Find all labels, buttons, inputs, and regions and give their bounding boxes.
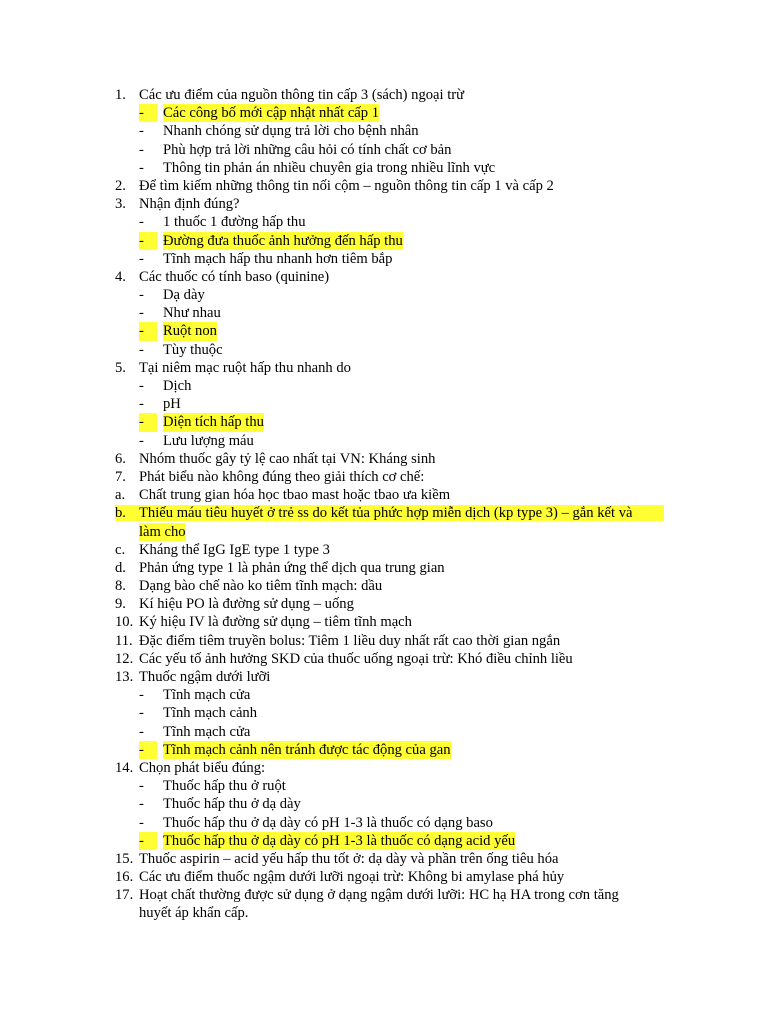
list-item-text: 1 thuốc 1 đường hấp thu (163, 214, 306, 231)
list-item (0, 450, 768, 468)
list-item (0, 868, 768, 886)
list-marker: - (139, 287, 144, 304)
list-marker: - (139, 250, 144, 267)
list-marker: - (139, 159, 144, 176)
list-item (0, 577, 768, 595)
list-item-text: Hoạt chất thường được sử dụng ở dạng ngậm dưới lưỡi: HC hạ HA trong cơn tăng (139, 887, 619, 904)
list-item-text: Nhận định đúng? (139, 196, 240, 213)
list-marker: b. (115, 505, 126, 522)
list-marker: - (139, 232, 157, 250)
list-option (0, 777, 768, 795)
list-item-text: Chất trung gian hóa học tbao mast hoặc tbao ưa kiềm (139, 487, 451, 504)
list-marker: 10. (115, 614, 134, 631)
list-marker: - (139, 741, 157, 759)
list-option (0, 723, 768, 741)
list-item (0, 632, 768, 650)
list-item (0, 595, 768, 613)
list-item (0, 86, 768, 104)
list-item-text: Tĩnh mạch cảnh nên tránh được tác động của gan (163, 741, 451, 758)
list-option (0, 213, 768, 231)
list-item-text: Dịch (163, 378, 192, 394)
list-item-text: Tại niêm mạc ruột hấp thu nhanh do (139, 359, 351, 376)
list-marker: a. (115, 487, 126, 504)
list-item (0, 486, 768, 504)
list-option (0, 159, 768, 177)
list-item-text: Các công bố mới cập nhật nhất cấp 1 (163, 105, 380, 122)
list-item-text: Các thuốc có tính baso (quinine) (139, 268, 330, 285)
list-item (0, 268, 768, 286)
list-option (0, 432, 768, 450)
list-marker: - (139, 141, 144, 158)
list-item-text: Đặc điểm tiêm truyền bolus: Tiêm 1 liều duy nhất rất cao thời gian ngắn (139, 632, 561, 649)
list-item-text: Nhanh chóng sử dụng trả lời cho bệnh nhân (163, 123, 419, 140)
list-option (0, 286, 768, 304)
list-item-text: Ký hiệu IV là đường sử dụng – tiêm tĩnh mạch (139, 614, 412, 631)
list-item (0, 559, 768, 577)
list-option (0, 832, 768, 850)
list-item (0, 650, 768, 668)
list-option (0, 795, 768, 813)
list-option (0, 395, 768, 413)
list-marker: 1. (115, 87, 126, 103)
list-item-text: huyết áp khẩn cấp. (139, 905, 249, 922)
list-item-text: Các yếu tố ảnh hưởng SKD của thuốc uống ngoại trừ: Khó điều chỉnh liều (139, 650, 573, 667)
list-marker: 12. (115, 650, 134, 667)
list-item-text: Thuốc hấp thu ở dạ dày (163, 796, 301, 813)
list-item (0, 613, 768, 631)
list-marker: 7. (115, 468, 126, 485)
list-item-text: Tùy thuộc (163, 341, 223, 358)
list-marker: 16. (115, 869, 134, 886)
list-item-text: pH (163, 396, 181, 413)
list-item-text: Thuốc hấp thu ở ruột (163, 778, 286, 795)
list-item-text: Dạng bào chế nào ko tiêm tĩnh mạch: dầu (139, 578, 383, 595)
list-marker: 13. (115, 669, 134, 685)
list-option (0, 704, 768, 722)
list-item-text: Tĩnh mạch cửa (163, 723, 251, 740)
list-item-text: Kí hiệu PO là đường sử dụng – uống (139, 596, 354, 613)
list-item-text: Thuốc hấp thu ở dạ dày có pH 1-3 là thuốc có dạng baso (163, 814, 493, 831)
list-item (0, 759, 768, 777)
list-marker: - (139, 104, 157, 122)
list-marker: 6. (115, 450, 126, 467)
list-marker: - (139, 305, 144, 322)
list-marker: 14. (115, 759, 134, 776)
list-option (0, 122, 768, 140)
list-item (0, 523, 768, 541)
list-marker: - (139, 687, 144, 704)
list-option (0, 322, 768, 340)
list-marker: 9. (115, 596, 126, 613)
list-option (0, 141, 768, 159)
list-marker: - (139, 322, 157, 340)
list-option (0, 232, 768, 250)
list-option (0, 686, 768, 704)
list-item-text: Thuốc ngậm dưới lưỡi (139, 669, 271, 685)
list-marker: - (139, 378, 144, 394)
list-option (0, 741, 768, 759)
list-item-text: Thuốc hấp thu ở dạ dày có pH 1-3 là thuốc có dạng acid yếu (163, 832, 516, 849)
list-option (0, 341, 768, 359)
list-marker: - (139, 214, 144, 231)
list-marker: 15. (115, 850, 134, 867)
list-item (0, 886, 768, 904)
list-item (0, 195, 768, 213)
list-item (0, 468, 768, 486)
list-item-text: Nhóm thuốc gây tỷ lệ cao nhất tại VN: Kháng sinh (139, 450, 436, 467)
list-marker: - (139, 432, 144, 449)
list-item-text: Chọn phát biểu đúng: (139, 759, 266, 776)
list-item-text: Diện tích hấp thu (163, 414, 264, 431)
list-item-text: Tĩnh mạch cửa (163, 687, 251, 704)
list-item-text: Thông tin phản án nhiều chuyên gia trong nhiều lĩnh vực (163, 159, 496, 176)
list-item (0, 904, 768, 922)
list-option (0, 377, 768, 395)
list-item (0, 359, 768, 377)
list-item-text: Dạ dày (163, 287, 205, 304)
list-item (0, 668, 768, 686)
list-option (0, 304, 768, 322)
list-marker: 17. (115, 887, 134, 904)
list-item-text: Lưu lượng máu (163, 432, 254, 449)
list-marker: 11. (115, 632, 133, 649)
list-item-text: làm cho (139, 523, 186, 540)
list-marker: - (139, 705, 144, 722)
list-option (0, 104, 768, 122)
list-marker: 3. (115, 196, 126, 213)
list-item (0, 541, 768, 559)
list-item (0, 177, 768, 195)
list-marker: - (139, 832, 157, 850)
list-item-text: Tĩnh mạch cảnh (163, 705, 258, 722)
list-item-text: Phản ứng type 1 là phản ứng thể dịch qua trung gian (139, 559, 445, 576)
list-marker: - (139, 123, 144, 140)
list-marker: c. (115, 541, 126, 558)
list-item-text: Ruột non (163, 323, 217, 340)
list-item (0, 504, 768, 522)
list-item-text: Phù hợp trả lời những câu hỏi có tính chất cơ bản (163, 141, 452, 158)
list-option (0, 814, 768, 832)
list-item-text: Kháng thể IgG IgE type 1 type 3 (139, 541, 330, 558)
list-option (0, 413, 768, 431)
list-marker: 4. (115, 268, 126, 285)
list-item-text: Thuốc aspirin – acid yếu hấp thu tốt ở: dạ dày và phần trên ống tiêu hóa (139, 850, 559, 867)
list-item-text: Phát biểu nào không đúng theo giải thích cơ chế: (139, 468, 425, 485)
list-marker: - (139, 723, 144, 740)
list-item-text: Để tìm kiếm những thông tin nối cộm – nguồn thông tin cấp 1 và cấp 2 (139, 177, 554, 194)
list-item-text: Các ưu điểm của nguồn thông tin cấp 3 (sách) ngoại trừ (139, 87, 465, 103)
list-marker: - (139, 341, 144, 358)
list-marker: d. (115, 559, 126, 576)
list-item-text: Đường đưa thuốc ảnh hưởng đến hấp thu (163, 232, 403, 249)
list-marker: - (139, 413, 157, 431)
list-marker: - (139, 396, 144, 413)
list-item-text: Thiếu máu tiêu huyết ở trẻ ss do kết tủa phức hợp miễn dịch (kp type 3) – gắn kết và (139, 505, 633, 522)
list-item-text: Tĩnh mạch hấp thu nhanh hơn tiêm bắp (163, 250, 393, 267)
list-item-text: Các ưu điểm thuốc ngậm dưới lưỡi ngoại trừ: Không bi amylase phá hủy (139, 869, 565, 886)
document-body (0, 86, 768, 923)
list-marker: 8. (115, 578, 126, 595)
list-marker: 5. (115, 359, 126, 376)
list-marker: 2. (115, 177, 126, 194)
list-marker: - (139, 778, 144, 795)
list-item (0, 850, 768, 868)
list-marker: - (139, 796, 144, 813)
list-marker: - (139, 814, 144, 831)
list-option (0, 250, 768, 268)
list-item-text: Như nhau (163, 305, 221, 322)
